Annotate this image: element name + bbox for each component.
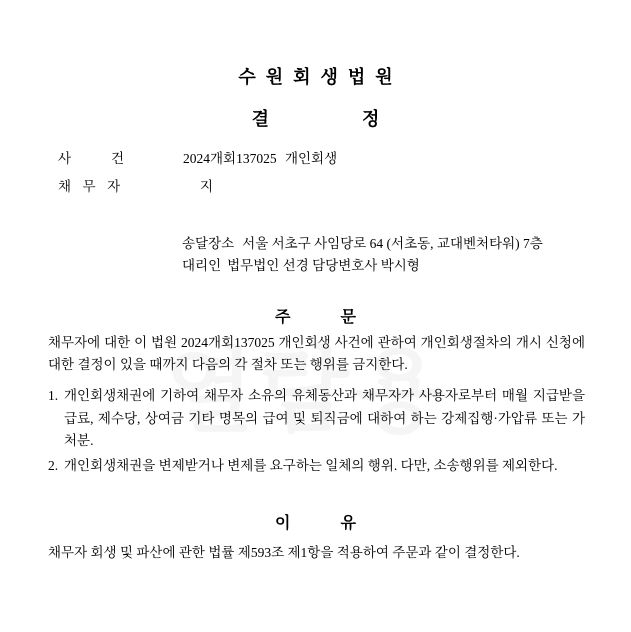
document-type-text: 결정 (251, 109, 473, 129)
attorney-line (182, 255, 587, 277)
order-item-1 (48, 385, 585, 453)
order-item-list (48, 385, 585, 477)
order-item-2 (48, 455, 585, 478)
order-section-heading (0, 304, 631, 327)
debtor-label: 채무자 (58, 179, 132, 194)
document-type-heading (0, 105, 631, 131)
court-name-heading (0, 63, 631, 89)
reason-paragraph: 채무자 회생 및 파산에 관한 법률 제593조 제1항을 적용하여 주문과 같이 결정한다. (48, 545, 520, 560)
reason-heading-text: 이유 (275, 515, 406, 532)
reason-section-heading (0, 510, 631, 533)
attorney-value: 법무법인 선경 담당변호사 박시형 (227, 258, 420, 273)
order-item-2-number: 2. (48, 457, 59, 473)
order-item-1-number: 1. (48, 388, 59, 403)
debtor-name: 지 (200, 179, 214, 194)
order-item-1-text: 개인회생채권에 기하여 채무자 소유의 유체동산과 채무자가 사용자로부터 매월 지급받을 급료, 제수당, 상여금 기타 명목의 급여 및 퇴직금에 대하여 하는 강제집행·가압류 또는 가처분. (64, 388, 585, 448)
service-address-value: 서울 서초구 사임당로 64 (서초동, 교대벤처타워) 7층 (242, 236, 543, 251)
case-number-row (0, 147, 631, 165)
service-address-line (182, 233, 587, 255)
case-number-value: 2024개회137025 개인회생 (183, 151, 338, 166)
service-address-label: 송달장소 (182, 236, 235, 251)
order-heading-text: 주문 (275, 309, 406, 326)
attorney-label: 대리인 (182, 258, 222, 273)
service-address-block (182, 233, 587, 277)
order-item-2-text: 개인회생채권을 변제받거나 변제를 요구하는 일체의 행위. 다만, 소송행위를 제외한다. (64, 457, 558, 473)
order-intro-paragraph: 채무자에 대한 이 법원 2024개회137025 개인회생 사건에 관하여 개인회생절차의 개시 신청에 대한 결정이 있을 때까지 다음의 각 절차 또는 행위를 금지한다. (48, 335, 585, 372)
case-label: 사건 (58, 151, 165, 166)
debtor-row (0, 175, 631, 193)
court-name-text: 수원회생법원 (238, 67, 403, 87)
